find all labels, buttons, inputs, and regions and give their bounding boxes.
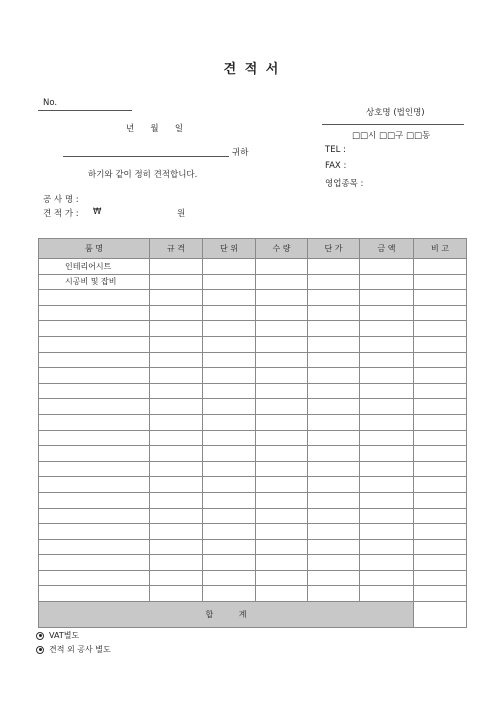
table-cell[interactable] [414, 305, 467, 321]
table-cell[interactable] [39, 446, 150, 462]
table-cell[interactable] [360, 570, 414, 586]
table-cell[interactable] [39, 477, 150, 493]
table-cell[interactable] [256, 477, 308, 493]
table-cell[interactable] [150, 570, 203, 586]
table-cell[interactable] [39, 492, 150, 508]
table-cell[interactable] [256, 524, 308, 540]
table-cell[interactable] [360, 539, 414, 555]
table-cell[interactable] [256, 586, 308, 602]
table-cell[interactable] [256, 368, 308, 384]
note-vat [36, 630, 79, 641]
table-row [39, 570, 467, 586]
table-cell[interactable] [308, 586, 360, 602]
table-cell[interactable] [39, 368, 150, 384]
table-cell[interactable] [150, 336, 203, 352]
table-cell[interactable] [308, 274, 360, 290]
table-cell[interactable] [308, 524, 360, 540]
table-cell[interactable] [414, 414, 467, 430]
no-underline [38, 110, 132, 111]
table-cell[interactable] [150, 508, 203, 524]
table-row [39, 555, 467, 571]
table-cell[interactable] [150, 446, 203, 462]
table-row [39, 321, 467, 337]
table-cell[interactable] [203, 477, 256, 493]
table-cell[interactable] [414, 352, 467, 368]
estimate-table [38, 238, 467, 628]
table-row [39, 524, 467, 540]
header-unit: 단 위 [203, 239, 256, 259]
table-cell[interactable] [360, 446, 414, 462]
table-cell[interactable] [203, 274, 256, 290]
table-cell[interactable] [256, 383, 308, 399]
table-cell[interactable] [150, 492, 203, 508]
table-cell[interactable] [360, 259, 414, 275]
table-cell[interactable] [414, 368, 467, 384]
table-cell[interactable] [308, 461, 360, 477]
table-cell[interactable] [308, 399, 360, 415]
table-cell[interactable] [39, 321, 150, 337]
table-cell[interactable] [256, 259, 308, 275]
table-row [39, 477, 467, 493]
table-cell[interactable] [203, 383, 256, 399]
table-cell[interactable] [256, 321, 308, 337]
table-cell[interactable] [150, 414, 203, 430]
total-row [39, 602, 467, 628]
table-cell[interactable] [39, 539, 150, 555]
header-unit-price: 단 가 [308, 239, 360, 259]
table-cell[interactable] [203, 446, 256, 462]
currency-unit: 원 [177, 209, 186, 219]
table-row [39, 492, 467, 508]
table-cell[interactable] [39, 430, 150, 446]
table-cell[interactable] [150, 555, 203, 571]
table-cell[interactable] [360, 586, 414, 602]
table-cell[interactable] [203, 555, 256, 571]
table-cell[interactable] [256, 570, 308, 586]
table-cell[interactable] [360, 368, 414, 384]
table-cell[interactable] [308, 570, 360, 586]
table-cell[interactable] [150, 305, 203, 321]
table-cell[interactable] [39, 414, 150, 430]
table-cell[interactable] [414, 383, 467, 399]
table-cell[interactable] [203, 259, 256, 275]
table-row [39, 290, 467, 306]
business-type-label: 영업종목 : [325, 179, 364, 189]
table-row [39, 259, 467, 275]
table-cell[interactable] [150, 383, 203, 399]
table-cell[interactable] [203, 352, 256, 368]
total-remarks-cell [414, 602, 467, 628]
table-row [39, 508, 467, 524]
date-label: 년 월 일 [126, 124, 184, 134]
table-cell[interactable] [150, 586, 203, 602]
table-cell[interactable] [150, 461, 203, 477]
table-cell[interactable] [360, 524, 414, 540]
table-cell[interactable] [150, 477, 203, 493]
table-row [39, 305, 467, 321]
table-cell[interactable] [414, 555, 467, 571]
table-cell[interactable] [360, 336, 414, 352]
header-item-name: 품 명 [39, 239, 150, 259]
recipient-underline [63, 156, 229, 157]
intro-text: 하기와 같이 정히 견적합니다. [88, 170, 198, 180]
table-cell[interactable] [414, 290, 467, 306]
no-label: No. [43, 98, 58, 108]
table-cell[interactable] [203, 321, 256, 337]
table-row [39, 368, 467, 384]
header-remarks: 비 고 [414, 239, 467, 259]
table-cell[interactable] [203, 539, 256, 555]
table-cell[interactable] [39, 508, 150, 524]
currency-symbol: ₩ [93, 207, 102, 217]
table-cell[interactable] [39, 524, 150, 540]
table-cell[interactable] [308, 321, 360, 337]
fax-label: FAX : [325, 161, 347, 171]
table-cell[interactable] [203, 305, 256, 321]
table-cell[interactable] [203, 586, 256, 602]
table-row [39, 430, 467, 446]
header-quantity: 수 량 [256, 239, 308, 259]
table-cell[interactable] [308, 477, 360, 493]
table-cell[interactable] [360, 430, 414, 446]
table-cell[interactable] [39, 383, 150, 399]
table-cell[interactable] [203, 336, 256, 352]
table-cell[interactable] [256, 446, 308, 462]
table-cell[interactable] [39, 305, 150, 321]
table-cell[interactable] [150, 539, 203, 555]
table-cell[interactable] [414, 399, 467, 415]
table-row [39, 352, 467, 368]
project-name-label: 공 사 명 : [43, 195, 79, 205]
table-cell[interactable] [203, 414, 256, 430]
table-cell[interactable] [360, 290, 414, 306]
table-cell[interactable] [256, 414, 308, 430]
table-cell[interactable] [414, 321, 467, 337]
table-cell[interactable] [39, 352, 150, 368]
table-cell[interactable] [414, 461, 467, 477]
table-row [39, 586, 467, 602]
table-cell[interactable] [150, 290, 203, 306]
recipient-suffix: 귀하 [232, 148, 249, 158]
company-label: 상호명 (법인명) [366, 108, 425, 118]
table-cell[interactable] [414, 586, 467, 602]
table-cell[interactable] [39, 555, 150, 571]
table-cell[interactable] [150, 274, 203, 290]
address-label: □□시 □□구 □□동 [352, 131, 431, 141]
table-cell[interactable] [256, 461, 308, 477]
table-cell[interactable] [150, 259, 203, 275]
table-cell[interactable] [203, 399, 256, 415]
table-cell[interactable] [360, 492, 414, 508]
table-cell[interactable] [360, 477, 414, 493]
table-cell[interactable] [150, 524, 203, 540]
table-cell[interactable] [414, 539, 467, 555]
table-cell[interactable] [256, 274, 308, 290]
header-spec: 규 격 [150, 239, 203, 259]
table-cell[interactable] [256, 352, 308, 368]
table-cell[interactable] [360, 321, 414, 337]
table-cell[interactable] [203, 508, 256, 524]
table-cell[interactable] [414, 492, 467, 508]
table-cell[interactable]: 시공비 및 잡비 [39, 274, 150, 290]
table-cell[interactable] [256, 430, 308, 446]
table-cell[interactable] [256, 508, 308, 524]
table-cell[interactable] [360, 274, 414, 290]
table-row [39, 383, 467, 399]
table-cell[interactable] [360, 383, 414, 399]
total-label: 합 계 [39, 602, 414, 628]
document-title: 견 적 서 [223, 62, 281, 77]
table-cell[interactable] [203, 290, 256, 306]
radio-bullet-icon [36, 646, 44, 654]
table-row [39, 539, 467, 555]
table-cell[interactable] [256, 539, 308, 555]
table-header-row [39, 239, 467, 259]
table-cell[interactable] [256, 555, 308, 571]
table-cell[interactable] [39, 399, 150, 415]
table-cell[interactable] [39, 461, 150, 477]
table-cell[interactable] [256, 290, 308, 306]
table-cell[interactable] [150, 352, 203, 368]
table-cell[interactable] [308, 430, 360, 446]
table-cell[interactable] [414, 508, 467, 524]
note-extra-work [36, 644, 111, 655]
table-cell[interactable] [414, 336, 467, 352]
table-cell[interactable] [414, 274, 467, 290]
table-cell[interactable] [39, 290, 150, 306]
table-body [39, 259, 467, 602]
tel-label: TEL : [325, 145, 346, 155]
table-cell[interactable] [150, 399, 203, 415]
table-cell[interactable] [360, 305, 414, 321]
table-row [39, 336, 467, 352]
table-cell[interactable] [414, 430, 467, 446]
table-cell[interactable] [414, 259, 467, 275]
table-cell[interactable] [308, 290, 360, 306]
table-cell[interactable] [360, 414, 414, 430]
table-cell[interactable] [308, 539, 360, 555]
table-cell[interactable] [308, 352, 360, 368]
table-row [39, 414, 467, 430]
table-cell[interactable] [256, 492, 308, 508]
table-cell[interactable] [308, 508, 360, 524]
table-cell[interactable] [39, 336, 150, 352]
table-row [39, 399, 467, 415]
table-cell[interactable] [203, 461, 256, 477]
note-text: VAT별도 [49, 631, 80, 640]
company-underline [322, 124, 464, 125]
table-cell[interactable] [203, 524, 256, 540]
table-cell[interactable] [308, 336, 360, 352]
table-cell[interactable] [308, 368, 360, 384]
table-cell[interactable] [39, 586, 150, 602]
table-cell[interactable] [360, 352, 414, 368]
table-cell[interactable] [308, 555, 360, 571]
table-row [39, 446, 467, 462]
table-cell[interactable] [256, 336, 308, 352]
table-cell[interactable] [203, 570, 256, 586]
table-cell[interactable] [360, 399, 414, 415]
table-cell[interactable] [414, 524, 467, 540]
table-cell[interactable] [203, 430, 256, 446]
table-cell[interactable] [308, 492, 360, 508]
table-cell[interactable] [308, 383, 360, 399]
table-cell[interactable]: 인테리어시트 [39, 259, 150, 275]
table-cell[interactable] [308, 446, 360, 462]
table-cell[interactable] [308, 259, 360, 275]
table-cell[interactable] [360, 555, 414, 571]
table-cell[interactable] [150, 368, 203, 384]
table-cell[interactable] [256, 305, 308, 321]
table-row [39, 461, 467, 477]
table-cell[interactable] [360, 508, 414, 524]
table-cell[interactable] [308, 414, 360, 430]
table-cell[interactable] [414, 446, 467, 462]
table-cell[interactable] [150, 321, 203, 337]
table-row [39, 274, 467, 290]
table-cell[interactable] [150, 430, 203, 446]
table-cell[interactable] [414, 477, 467, 493]
radio-bullet-icon [36, 632, 44, 640]
note-text: 견적 외 공사 별도 [49, 645, 111, 654]
table-cell[interactable] [308, 305, 360, 321]
table-cell[interactable] [414, 570, 467, 586]
table-cell[interactable] [203, 368, 256, 384]
table-cell[interactable] [39, 570, 150, 586]
table-cell[interactable] [256, 399, 308, 415]
table-cell[interactable] [360, 461, 414, 477]
header-amount: 금 액 [360, 239, 414, 259]
estimate-price-label: 견 적 가 : [43, 209, 79, 219]
table-cell[interactable] [203, 492, 256, 508]
